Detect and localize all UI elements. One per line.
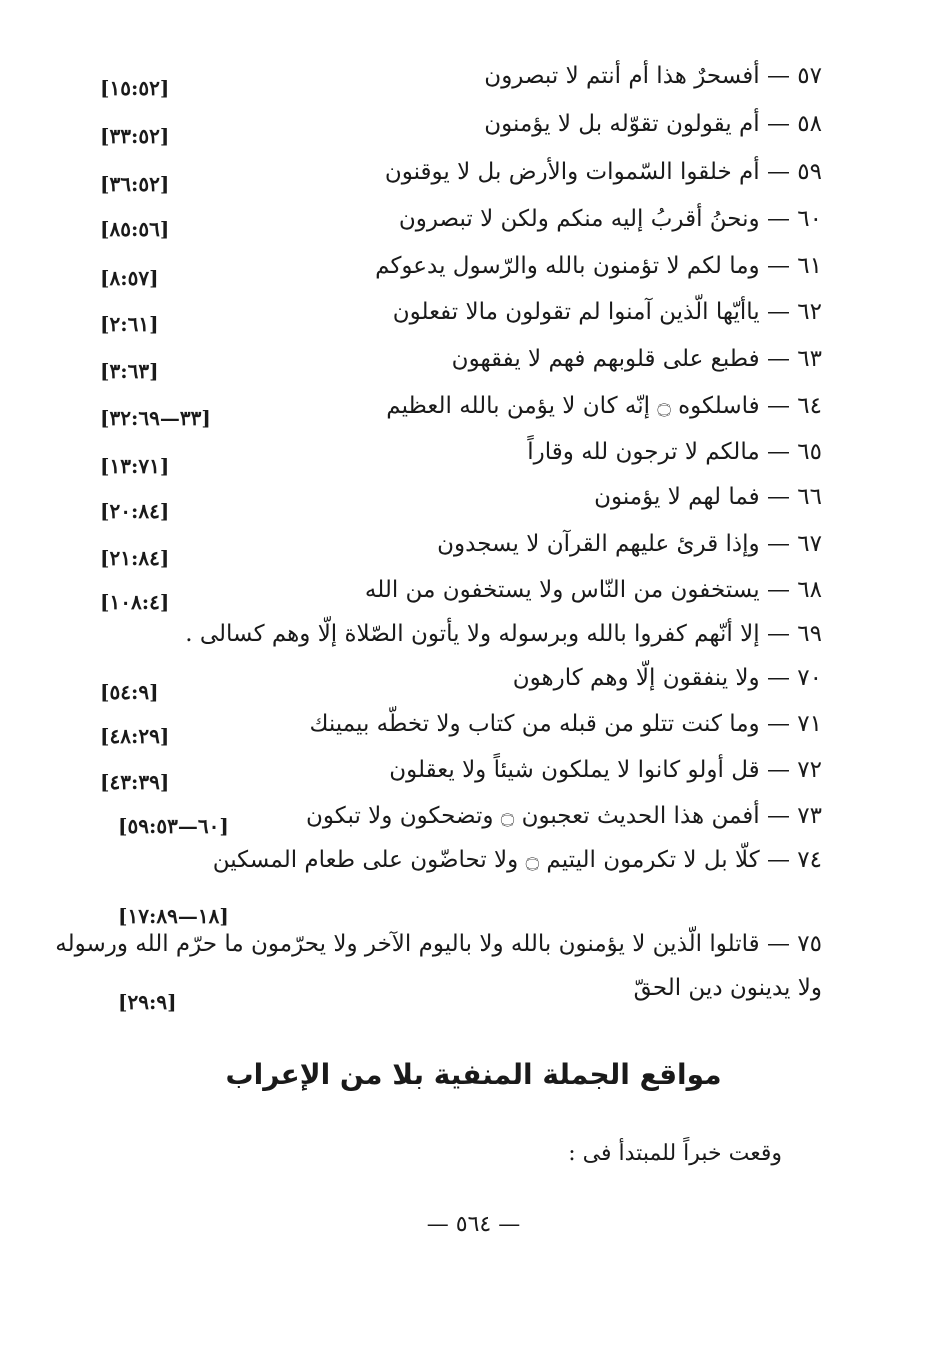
- dash: —: [766, 803, 790, 829]
- verse-text: [306, 802, 822, 830]
- verse-text: [484, 62, 822, 90]
- verse-text: [484, 110, 822, 138]
- verse-text: [213, 846, 822, 874]
- verse-reference: [٤٣:٣٩]: [100, 770, 170, 794]
- verse-text: [513, 664, 822, 692]
- verse-text: [309, 710, 822, 738]
- verse-text: [185, 620, 822, 648]
- verse-reference: [١٣:٧١]: [100, 454, 170, 478]
- verse-reference: [٣٦:٥٢]: [100, 172, 170, 196]
- dash: —: [766, 621, 790, 647]
- verse-number: ٧٣: [797, 803, 822, 829]
- verse-number: ٧١: [797, 711, 822, 737]
- verse-number: ٦٣: [797, 346, 822, 372]
- verse-number: ٦١: [797, 253, 822, 279]
- verse-number: ٦٢: [797, 299, 822, 325]
- verse-text: [375, 252, 822, 280]
- dash: —: [766, 577, 790, 603]
- verse-number: ٦٦: [797, 484, 822, 510]
- verse-number: ٥٧: [797, 63, 822, 89]
- verse-body: فاسلكوه ۝ إنّه كان لا يؤمن بالله العظيم: [386, 393, 760, 419]
- verse-body: ولا ينفقون إلّا وهم كارهون: [512, 665, 760, 691]
- verse-text: [594, 483, 822, 511]
- dash: —: [766, 63, 790, 89]
- verse-body: ونحنُ أقربُ إليه منكم ولكن لا تبصرون: [398, 206, 760, 232]
- verse-number: ٦٨: [797, 577, 822, 603]
- dash: —: [766, 484, 790, 510]
- verse-number: ٧٥: [797, 931, 822, 957]
- verse-text: [365, 576, 822, 604]
- page-number: — ٥٦٤ —: [426, 1212, 521, 1237]
- verse-reference: [٣:٦٣]: [100, 359, 159, 383]
- dash: —: [766, 159, 790, 185]
- verse-text: [55, 930, 822, 958]
- verse-number: ٧٠: [797, 665, 822, 691]
- verse-body-continuation: ولا يدينون دين الحقّ: [633, 975, 822, 1001]
- intro-text: وقعت خبراً للمبتدأ فى :: [568, 1141, 782, 1166]
- verse-body: يستخفون من النّاس ولا يستخفون من الله: [364, 577, 760, 603]
- verse-body: قاتلوا الّذين لا يؤمنون بالله ولا باليوم الآخر ولا يحرّمون ما حرّم الله ورسوله: [55, 931, 760, 957]
- verse-reference: [٢١:٨٤]: [100, 546, 170, 570]
- verse-body: ياأيّها الّذين آمنوا لم تقولون مالا تفعلون: [392, 299, 760, 325]
- dash: —: [766, 665, 790, 691]
- verse-reference: [٦٠—٥٩:٥٣]: [118, 814, 229, 838]
- dash: —: [766, 531, 790, 557]
- verse-text: [389, 756, 822, 784]
- verse-body: إلا أنّهم كفروا بالله وبرسوله ولا يأتون الصّلاة إلّا وهم كسالى .: [185, 621, 760, 647]
- verse-reference: [١٨—١٧:٨٩]: [118, 904, 229, 928]
- dash: —: [766, 847, 790, 873]
- verse-body: مالكم لا ترجون لله وقاراً: [527, 439, 760, 465]
- verse-reference: [١٥:٥٢]: [100, 76, 170, 100]
- verse-body: وإذا قرئ عليهم القرآن لا يسجدون: [437, 531, 760, 557]
- verse-number: ٦٧: [797, 531, 822, 557]
- dash: —: [766, 393, 790, 419]
- verse-body: قل أولو كانوا لا يملكون شيئاً ولا يعقلون: [389, 757, 760, 783]
- verse-body: وما لكم لا تؤمنون بالله والرّسول يدعوكم: [375, 253, 760, 279]
- dash: —: [766, 206, 790, 232]
- verse-text: [393, 298, 822, 326]
- verse-reference: [٢٠:٨٤]: [100, 499, 170, 523]
- verse-reference: [١٠٨:٤]: [100, 590, 170, 614]
- verse-body: فطبع على قلوبهم فهم لا يفقهون: [451, 346, 760, 372]
- verse-number: ٧٢: [797, 757, 822, 783]
- verse-body: كلّا بل لا تكرمون اليتيم ۝ ولا تحاضّون على طعام المسكين: [212, 847, 760, 873]
- dash: —: [766, 931, 790, 957]
- verse-reference: [٥٤:٩]: [100, 680, 159, 704]
- verse-body: فما لهم لا يؤمنون: [594, 484, 760, 510]
- verse-body: وما كنت تتلو من قبله من كتاب ولا تخطّه بيمينك: [309, 711, 760, 737]
- verse-reference: [٣٣—٣٢:٦٩]: [100, 406, 211, 430]
- dash: —: [766, 111, 790, 137]
- verse-reference: [٢٩:٩]: [118, 990, 177, 1014]
- verse-text: [437, 530, 822, 558]
- verse-number: ٦٩: [797, 621, 822, 647]
- verse-number: ٦٤: [797, 393, 822, 419]
- verse-number: ٥٨: [797, 111, 822, 137]
- verse-text: [527, 438, 822, 466]
- dash: —: [766, 439, 790, 465]
- dash: —: [766, 711, 790, 737]
- verse-text: [385, 158, 822, 186]
- verse-reference: [٤٨:٢٩]: [100, 724, 170, 748]
- verse-body: أفمن هذا الحديث تعجبون ۝ وتضحكون ولا تبكون: [306, 803, 760, 829]
- verse-body: أفسحرٌ هذا أم أنتم لا تبصرون: [484, 63, 760, 89]
- verse-text: [386, 392, 822, 420]
- section-heading: مواقع الجملة المنفية بلا من الإعراب: [225, 1058, 722, 1091]
- dash: —: [766, 757, 790, 783]
- verse-reference: [٣٣:٥٢]: [100, 124, 170, 148]
- verse-body: أم يقولون تقوّله بل لا يؤمنون: [484, 111, 760, 137]
- verse-reference: [٨:٥٧]: [100, 266, 159, 290]
- verse-number: ٥٩: [797, 159, 822, 185]
- verse-number: ٦٥: [797, 439, 822, 465]
- verse-number: ٧٤: [797, 847, 822, 873]
- dash: —: [766, 253, 790, 279]
- dash: —: [766, 346, 790, 372]
- verse-text: [399, 205, 822, 233]
- verse-body: أم خلقوا السّموات والأرض بل لا يوقنون: [384, 159, 760, 185]
- dash: —: [766, 299, 790, 325]
- verse-reference: [٢:٦١]: [100, 312, 159, 336]
- verse-reference: [٨٥:٥٦]: [100, 217, 170, 241]
- verse-number: ٦٠: [797, 206, 822, 232]
- verse-text: [452, 345, 822, 373]
